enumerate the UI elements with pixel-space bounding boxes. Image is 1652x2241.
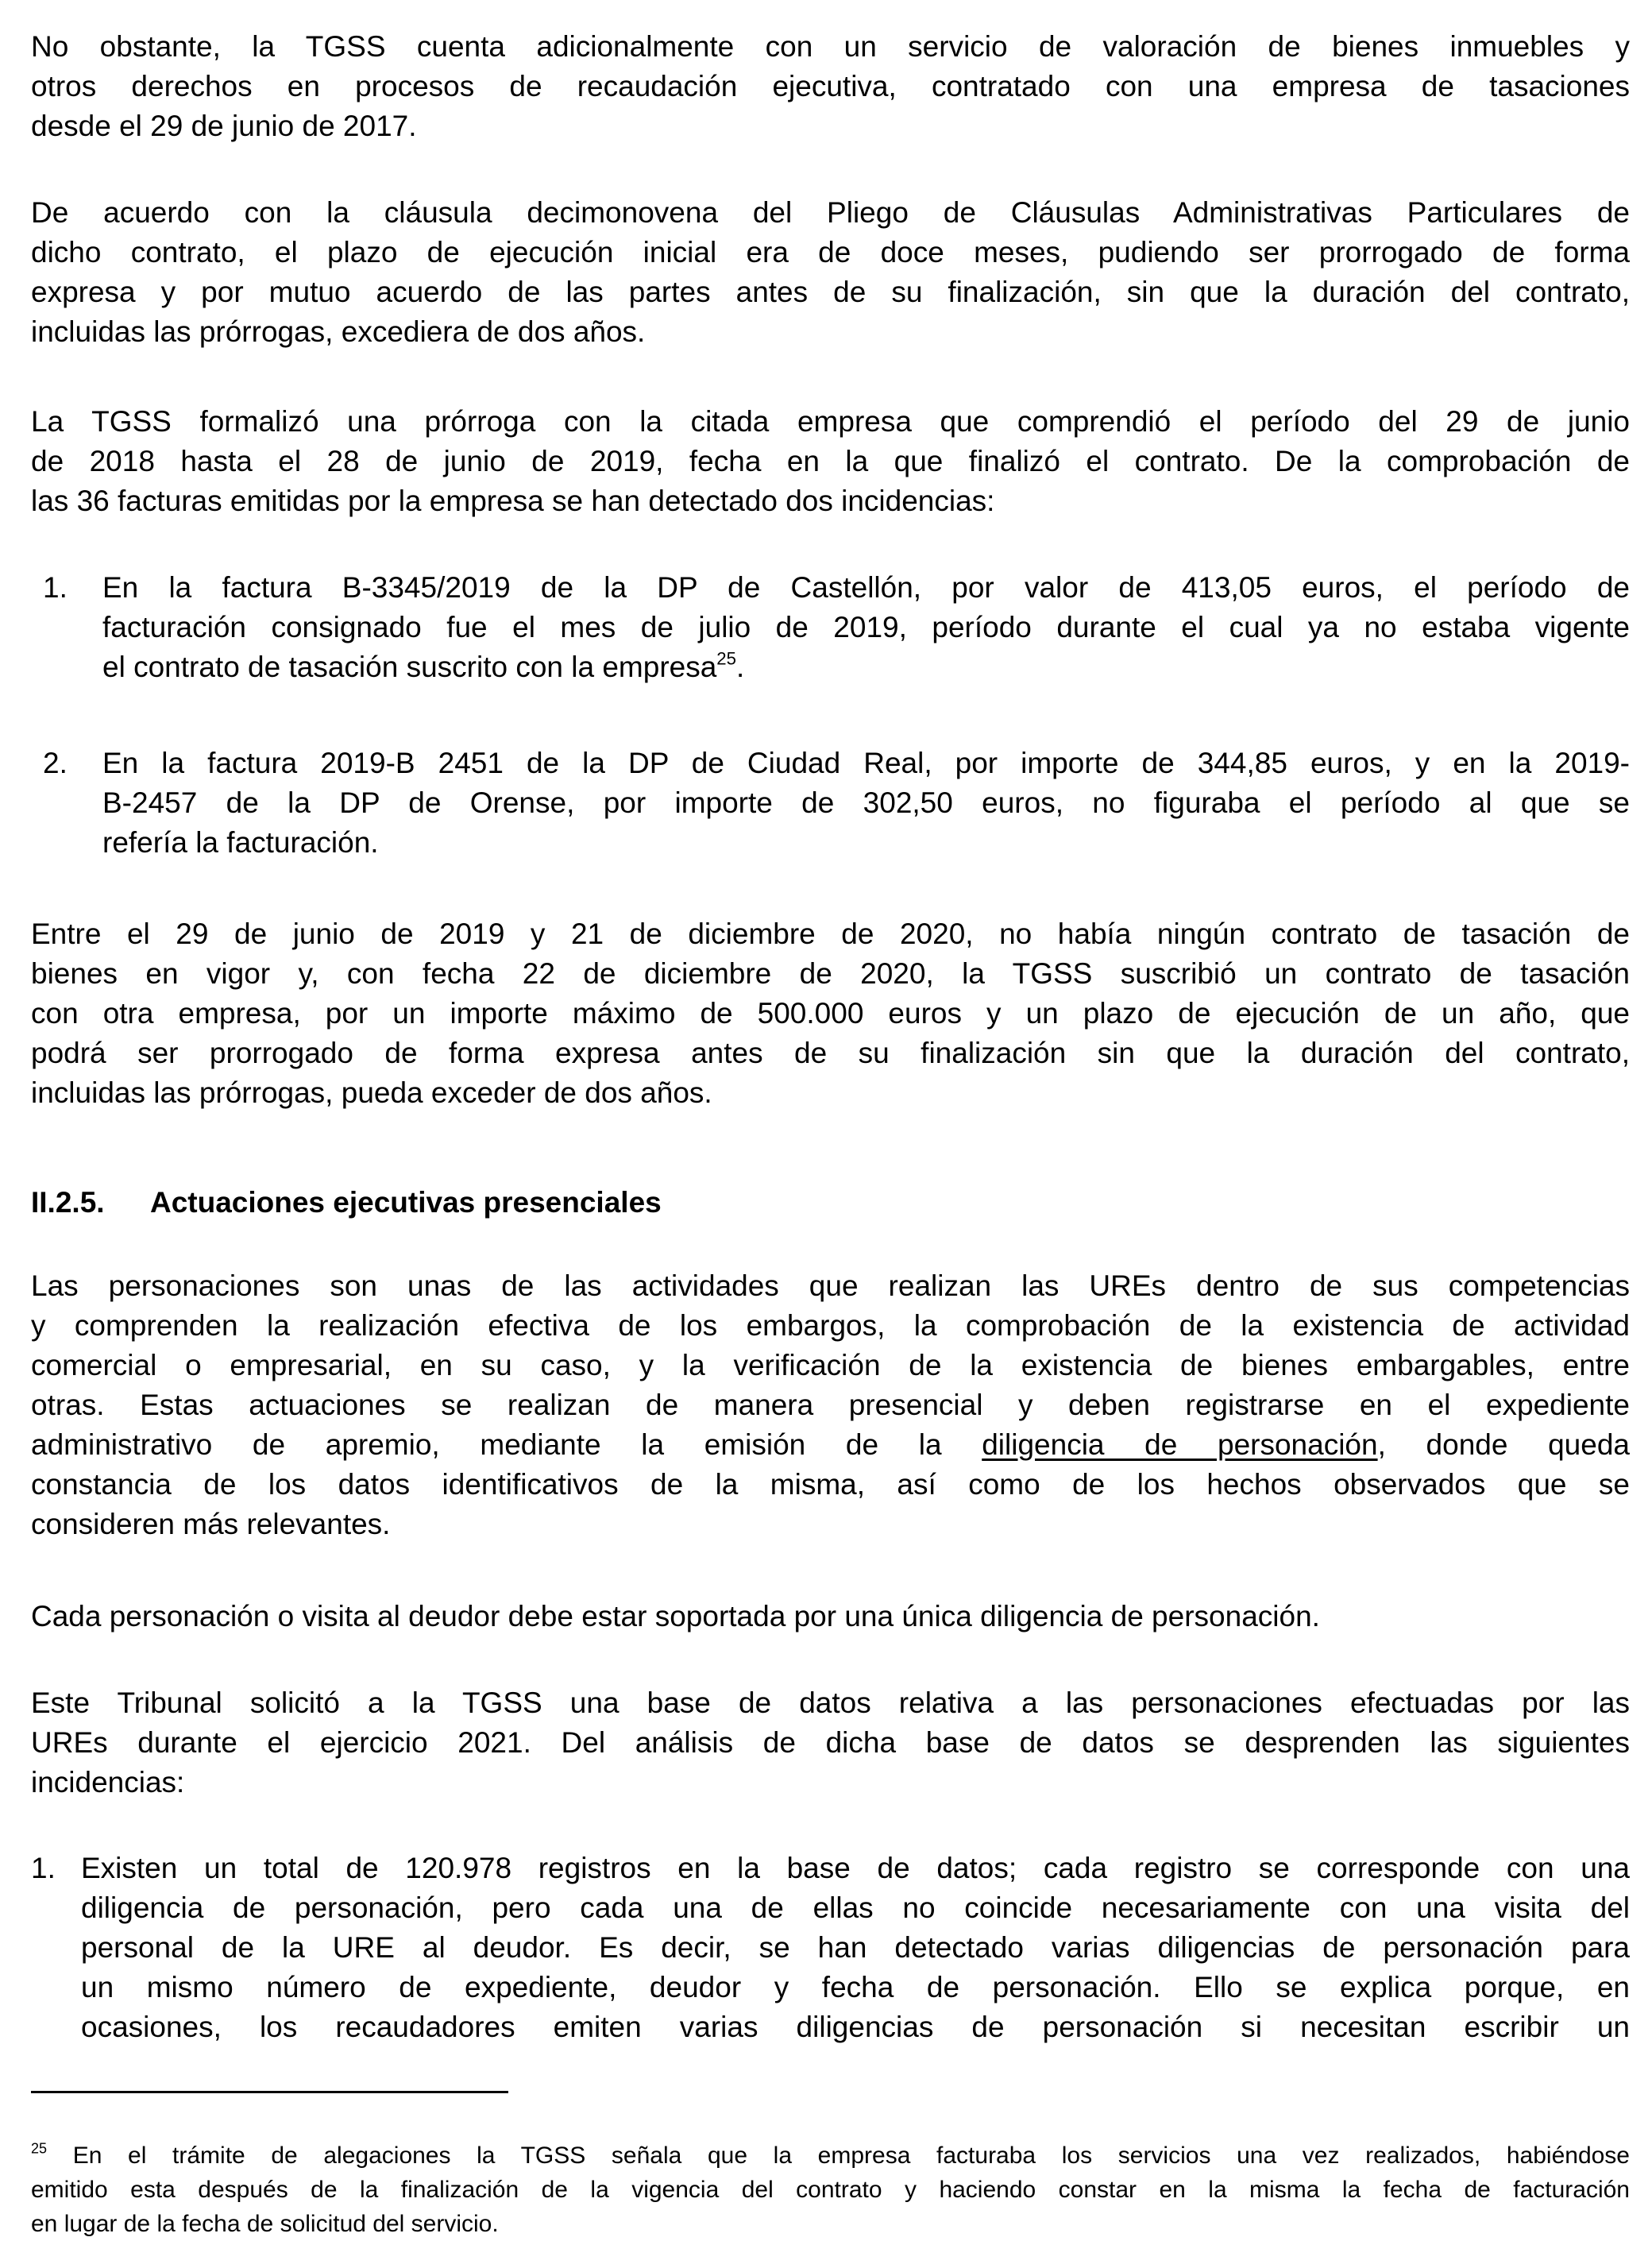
section-title: Actuaciones ejecutivas presenciales [150,1186,662,1219]
text-line: constancia de los datos identificativos de la misma, así como de los hechos observados que se [31,1468,1630,1501]
footnote-line [31,2139,1630,2173]
list-item-text [102,568,1630,687]
footnote-number: 25 [31,2140,48,2157]
text-line: consideren más relevantes. [31,1508,391,1540]
section-number: II.2.5. [31,1186,105,1219]
text-line: otros derechos en procesos de recaudación ejecutiva, contratado con una empresa de tasaciones [31,70,1630,102]
text-line: con otra empresa, por un importe máximo de 500.000 euros y un plazo de ejecución de un año, que [31,997,1630,1030]
text-line: incluidas las prórrogas, pueda exceder de dos años. [31,1076,712,1109]
text-line: bienes en vigor y, con fecha 22 de diciembre de 2020, la TGSS suscribió un contrato de tasación [31,957,1630,990]
paragraph [31,27,1630,146]
text-line: desde el 29 de junio de 2017. [31,110,417,142]
text-line [31,1425,1630,1465]
text-line: No obstante, la TGSS cuenta adicionalmente con un servicio de valoración de bienes inmuebles y [31,30,1630,63]
text-line [102,647,1630,687]
text-line: un mismo número de expediente, deudor y fecha de personación. Ello se explica porque, en [81,1971,1630,2003]
list-item-text [102,744,1630,863]
text-line: B-2457 de la DP de Orense, por importe de 302,50 euros, no figuraba el período al que se [102,786,1630,819]
list-item-text [81,1849,1630,2047]
paragraph [31,193,1630,352]
text-line: ocasiones, los recaudadores emiten varias diligencias de personación si necesitan escribir un [81,2011,1630,2043]
text-line: UREs durante el ejercicio 2021. Del análisis de dicha base de datos se desprenden las siguientes [31,1726,1630,1759]
text-line: las 36 facturas emitidas por la empresa se han detectado dos incidencias: [31,485,995,517]
text-line: La TGSS formalizó una prórroga con la citada empresa que comprendió el período del 29 de junio [31,405,1630,438]
text-line: podrá ser prorrogado de forma expresa antes de su finalización sin que la duración del contrato, [31,1037,1630,1069]
text-line: comercial o empresarial, en su caso, y la verificación de la existencia de bienes embargables, entre [31,1349,1630,1381]
paragraph [31,1683,1630,1802]
text-line: incluidas las prórrogas, excediera de dos años. [31,315,646,348]
text-segment: En el trámite de alegaciones la TGSS señala que la empresa facturaba los servicios una vez realizados, habiéndose [72,2142,1630,2169]
text-line: expresa y por mutuo acuerdo de las partes antes de su finalización, sin que la duración del contrato, [31,276,1630,308]
text-line: incidencias: [31,1766,185,1799]
text-segment: administrativo de apremio, mediante la emisión de la [31,1428,982,1461]
text-line: Este Tribunal solicitó a la TGSS una base de datos relativa a las personaciones efectuadas por las [31,1687,1630,1719]
paragraph [31,1597,1630,1636]
footnote [31,2139,1630,2241]
text-line: y comprenden la realización efectiva de los embargos, la comprobación de la existencia de actividad [31,1309,1630,1342]
text-line: Existen un total de 120.978 registros en la base de datos; cada registro se corresponde con una [81,1852,1630,1884]
text-line: facturación consignado fue el mes de julio de 2019, período durante el cual ya no estaba vigente [102,611,1630,643]
footnote-line: en lugar de la fecha de solicitud del servicio. [31,2211,499,2237]
paragraph [31,914,1630,1113]
text-line: diligencia de personación, pero cada una de ellas no coincide necesariamente con una visita del [81,1891,1630,1924]
paragraph [31,1266,1630,1544]
text-line: Cada personación o visita al deudor debe estar soportada por una única diligencia de personación. [31,1600,1320,1632]
text-segment: , donde queda [1377,1428,1630,1461]
paragraph [31,402,1630,521]
text-line: Las personaciones son unas de las actividades que realizan las UREs dentro de sus competencias [31,1269,1630,1302]
section-heading [31,1183,1630,1223]
footnote-line: emitido esta después de la finalización de la vigencia del contrato y haciendo constar en la misma la fecha de facturación [31,2177,1630,2203]
text-segment: el contrato de tasación suscrito con la empresa [102,651,717,683]
text-line: En la factura 2019-B 2451 de la DP de Ciudad Real, por importe de 344,85 euros, y en la 2019- [102,747,1630,779]
text-line: otras. Estas actuaciones se realizan de manera presencial y deben registrarse en el expediente [31,1389,1630,1421]
text-segment: . [735,651,745,683]
footnote-separator [31,2091,508,2093]
text-line: De acuerdo con la cláusula decimonovena del Pliego de Cláusulas Administrativas Particulares de [31,196,1630,229]
text-line: de 2018 hasta el 28 de junio de 2019, fecha en la que finalizó el contrato. De la comprobación de [31,445,1630,477]
text-line: Entre el 29 de junio de 2019 y 21 de diciembre de 2020, no había ningún contrato de tasación de [31,918,1630,950]
underlined-term: diligencia de personación [982,1428,1378,1461]
text-line: personal de la URE al deudor. Es decir, se han detectado varias diligencias de personación para [81,1931,1630,1964]
list-number: 1. [43,571,68,604]
text-line: refería la facturación. [102,826,379,859]
list-number: 2. [43,747,68,779]
text-line: En la factura B-3345/2019 de la DP de Castellón, por valor de 413,05 euros, el período de [102,571,1630,604]
text-line: dicho contrato, el plazo de ejecución inicial era de doce meses, pudiendo ser prorrogado de forma [31,236,1630,269]
list-number: 1. [31,1852,56,1884]
footnote-reference: 25 [716,648,736,669]
